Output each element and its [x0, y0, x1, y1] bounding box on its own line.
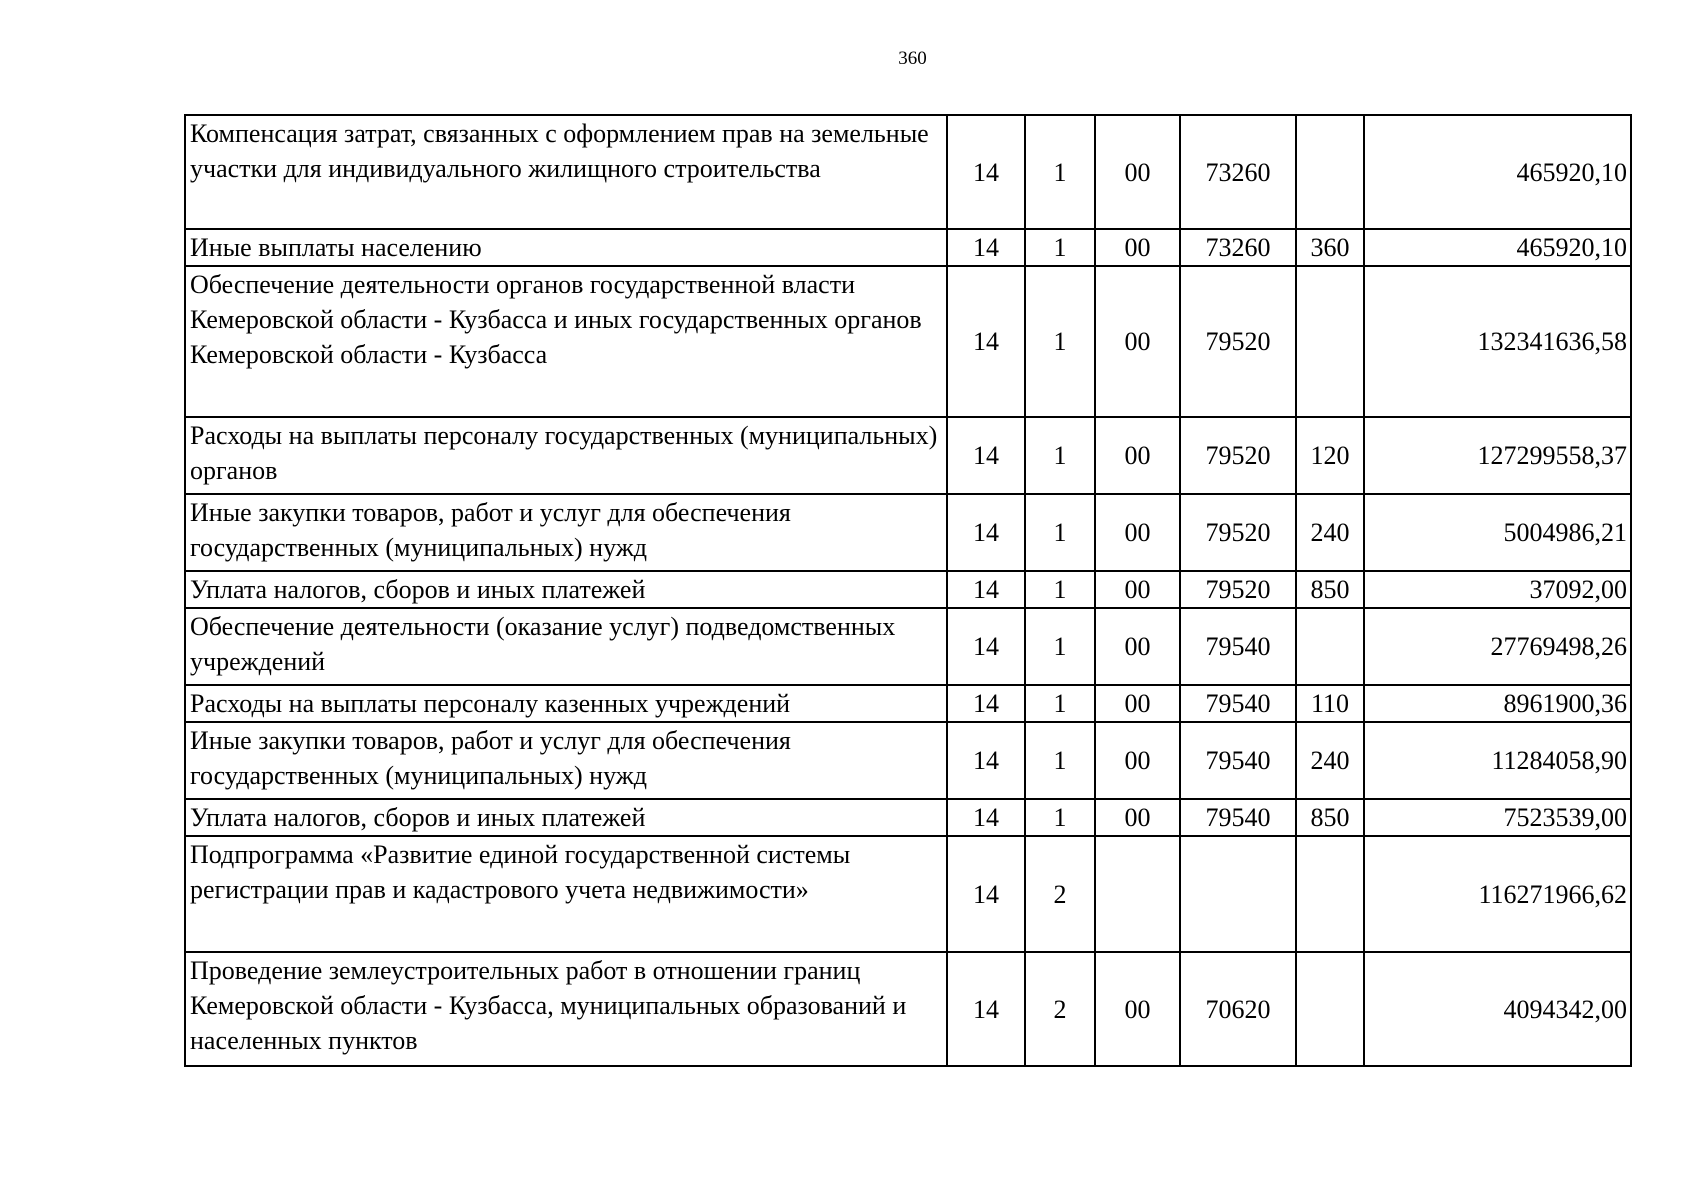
expense-type-code: [1296, 952, 1364, 1066]
activity-code: 00: [1095, 722, 1180, 799]
table-row: [185, 229, 1631, 266]
table-row: [185, 799, 1631, 836]
table-row: [185, 608, 1631, 685]
activity-code: 00: [1095, 799, 1180, 836]
section-code: 14: [947, 836, 1025, 952]
amount: 116271966,62: [1364, 836, 1631, 952]
expense-type-code: 850: [1296, 571, 1364, 608]
section-code: 14: [947, 571, 1025, 608]
amount: 37092,00: [1364, 571, 1631, 608]
activity-code: 00: [1095, 229, 1180, 266]
direction-code: 79520: [1180, 417, 1296, 494]
row-name: Уплата налогов, сборов и иных платежей: [185, 571, 947, 608]
activity-code: 00: [1095, 571, 1180, 608]
section-code: 14: [947, 417, 1025, 494]
direction-code: 79540: [1180, 685, 1296, 722]
direction-code: 79520: [1180, 266, 1296, 417]
direction-code: 79520: [1180, 494, 1296, 571]
direction-code: 73260: [1180, 229, 1296, 266]
subprogram-code: 2: [1025, 836, 1095, 952]
subprogram-code: 1: [1025, 685, 1095, 722]
expense-type-code: 240: [1296, 494, 1364, 571]
section-code: 14: [947, 115, 1025, 229]
direction-code: 79540: [1180, 608, 1296, 685]
table-row: [185, 417, 1631, 494]
amount: 11284058,90: [1364, 722, 1631, 799]
amount: 4094342,00: [1364, 952, 1631, 1066]
direction-code: 79540: [1180, 799, 1296, 836]
subprogram-code: 1: [1025, 417, 1095, 494]
expense-type-code: 120: [1296, 417, 1364, 494]
subprogram-code: 1: [1025, 494, 1095, 571]
activity-code: 00: [1095, 685, 1180, 722]
expense-type-code: [1296, 266, 1364, 417]
row-name: Иные закупки товаров, работ и услуг для обеспечения государственных (муниципальных) нужд: [185, 494, 947, 571]
row-name: Обеспечение деятельности органов государственной власти Кемеровской области - Кузбасса и иных государственных органов Кемеровской области - Кузбасса: [185, 266, 947, 417]
subprogram-code: 1: [1025, 799, 1095, 836]
row-name: Проведение землеустроительных работ в отношении границ Кемеровской области - Кузбасса, муниципальных образований и населенных пунктов: [185, 952, 947, 1066]
activity-code: 00: [1095, 608, 1180, 685]
row-name: Обеспечение деятельности (оказание услуг) подведомственных учреждений: [185, 608, 947, 685]
section-code: 14: [947, 799, 1025, 836]
section-code: 14: [947, 722, 1025, 799]
expense-type-code: 360: [1296, 229, 1364, 266]
expense-type-code: [1296, 115, 1364, 229]
table-row: [185, 685, 1631, 722]
amount: 132341636,58: [1364, 266, 1631, 417]
section-code: 14: [947, 494, 1025, 571]
subprogram-code: 1: [1025, 571, 1095, 608]
amount: 27769498,26: [1364, 608, 1631, 685]
amount: 465920,10: [1364, 115, 1631, 229]
budget-table: [184, 114, 1632, 1067]
direction-code: 79520: [1180, 571, 1296, 608]
subprogram-code: 1: [1025, 722, 1095, 799]
expense-type-code: 850: [1296, 799, 1364, 836]
table-row: [185, 115, 1631, 229]
activity-code: 00: [1095, 417, 1180, 494]
activity-code: 00: [1095, 952, 1180, 1066]
expense-type-code: 240: [1296, 722, 1364, 799]
subprogram-code: 1: [1025, 266, 1095, 417]
section-code: 14: [947, 266, 1025, 417]
table-row: [185, 722, 1631, 799]
row-name: Расходы на выплаты персоналу казенных учреждений: [185, 685, 947, 722]
row-name: Иные закупки товаров, работ и услуг для обеспечения государственных (муниципальных) нужд: [185, 722, 947, 799]
section-code: 14: [947, 685, 1025, 722]
direction-code: [1180, 836, 1296, 952]
row-name: Компенсация затрат, связанных с оформлением прав на земельные участки для индивидуального жилищного строительства: [185, 115, 947, 229]
activity-code: 00: [1095, 494, 1180, 571]
direction-code: 73260: [1180, 115, 1296, 229]
row-name: Иные выплаты населению: [185, 229, 947, 266]
activity-code: 00: [1095, 266, 1180, 417]
direction-code: 70620: [1180, 952, 1296, 1066]
section-code: 14: [947, 608, 1025, 685]
expense-type-code: [1296, 836, 1364, 952]
row-name: Уплата налогов, сборов и иных платежей: [185, 799, 947, 836]
subprogram-code: 1: [1025, 115, 1095, 229]
row-name: Расходы на выплаты персоналу государственных (муниципальных) органов: [185, 417, 947, 494]
table-row: [185, 836, 1631, 952]
row-name: Подпрограмма «Развитие единой государственной системы регистрации прав и кадастрового учета недвижимости»: [185, 836, 947, 952]
expense-type-code: [1296, 608, 1364, 685]
amount: 127299558,37: [1364, 417, 1631, 494]
direction-code: 79540: [1180, 722, 1296, 799]
table-row: [185, 494, 1631, 571]
section-code: 14: [947, 229, 1025, 266]
subprogram-code: 1: [1025, 229, 1095, 266]
amount: 5004986,21: [1364, 494, 1631, 571]
amount: 7523539,00: [1364, 799, 1631, 836]
amount: 465920,10: [1364, 229, 1631, 266]
table-row: [185, 266, 1631, 417]
table-row: [185, 952, 1631, 1066]
activity-code: [1095, 836, 1180, 952]
activity-code: 00: [1095, 115, 1180, 229]
table-row: [185, 571, 1631, 608]
amount: 8961900,36: [1364, 685, 1631, 722]
page-number: 360: [898, 48, 927, 69]
expense-type-code: 110: [1296, 685, 1364, 722]
subprogram-code: 1: [1025, 608, 1095, 685]
subprogram-code: 2: [1025, 952, 1095, 1066]
section-code: 14: [947, 952, 1025, 1066]
